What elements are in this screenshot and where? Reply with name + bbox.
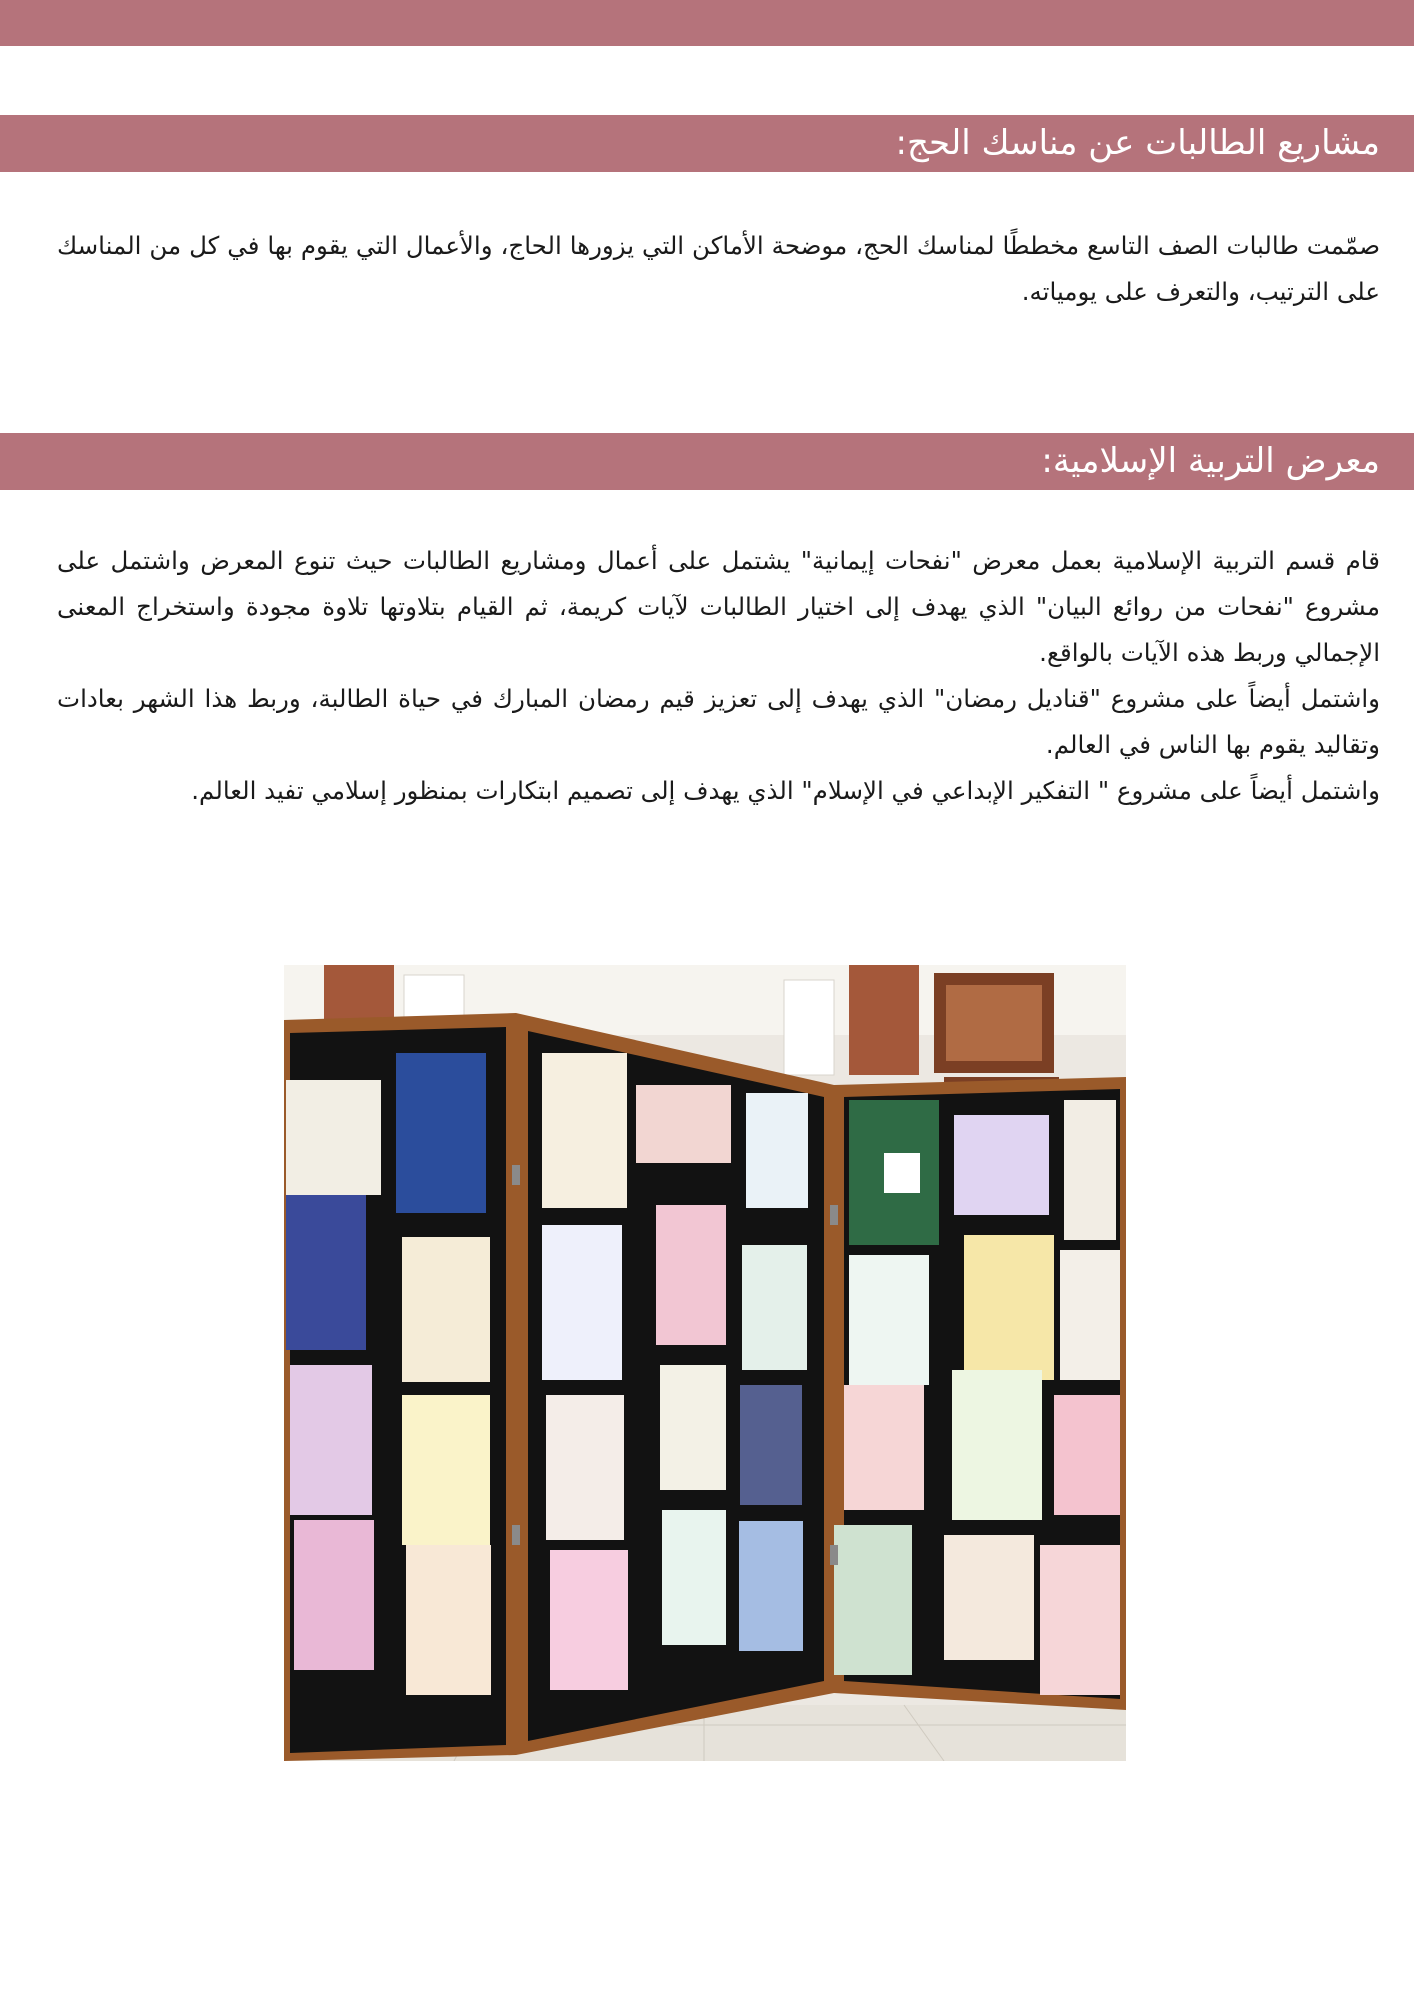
section-heading-islamic-exhibition-text: معرض التربية الإسلامية: — [1041, 441, 1380, 481]
exhibition-boards-illustration — [284, 965, 1126, 1761]
top-decorative-band — [0, 0, 1414, 46]
section-heading-hajj-text: مشاريع الطالبات عن مناسك الحج: — [895, 123, 1380, 163]
exhibition-paragraph-1: قام قسم التربية الإسلامية بعمل معرض "نفحات إيمانية" يشتمل على أعمال ومشاريع الطالبات حيث تنوع المعرض واشتمل على مشروع "نفحات من روائع البيان" الذي يهدف إلى اختيار الطالبات لآيات كريمة، ثم القيام بتلاوتها تلاوة مجودة واستخراج المعنى الإجمالي وربط هذه الآيات بالواقع. — [57, 546, 1380, 667]
section-heading-islamic-exhibition — [0, 433, 1414, 490]
section-heading-hajj — [0, 115, 1414, 172]
exhibition-paragraph-2: واشتمل أيضاً على مشروع "قناديل رمضان" الذي يهدف إلى تعزيز قيم رمضان المبارك في حياة الطالبة، وربط هذا الشهر بعادات وتقاليد يقوم بها الناس في العالم. — [57, 684, 1380, 759]
exhibition-boards-photo — [284, 965, 1126, 1761]
exhibition-paragraph-3: واشتمل أيضاً على مشروع " التفكير الإبداعي في الإسلام" الذي يهدف إلى تصميم ابتكارات بمنظور إسلامي تفيد العالم. — [191, 776, 1380, 805]
exhibition-description — [57, 538, 1380, 814]
hajj-paragraph: صمّمت طالبات الصف التاسع مخططًا لمناسك الحج، موضحة الأماكن التي يزورها الحاج، والأعمال التي يقوم بها في كل من المناسك على الترتيب، والتعرف على يومياته. — [57, 231, 1380, 306]
